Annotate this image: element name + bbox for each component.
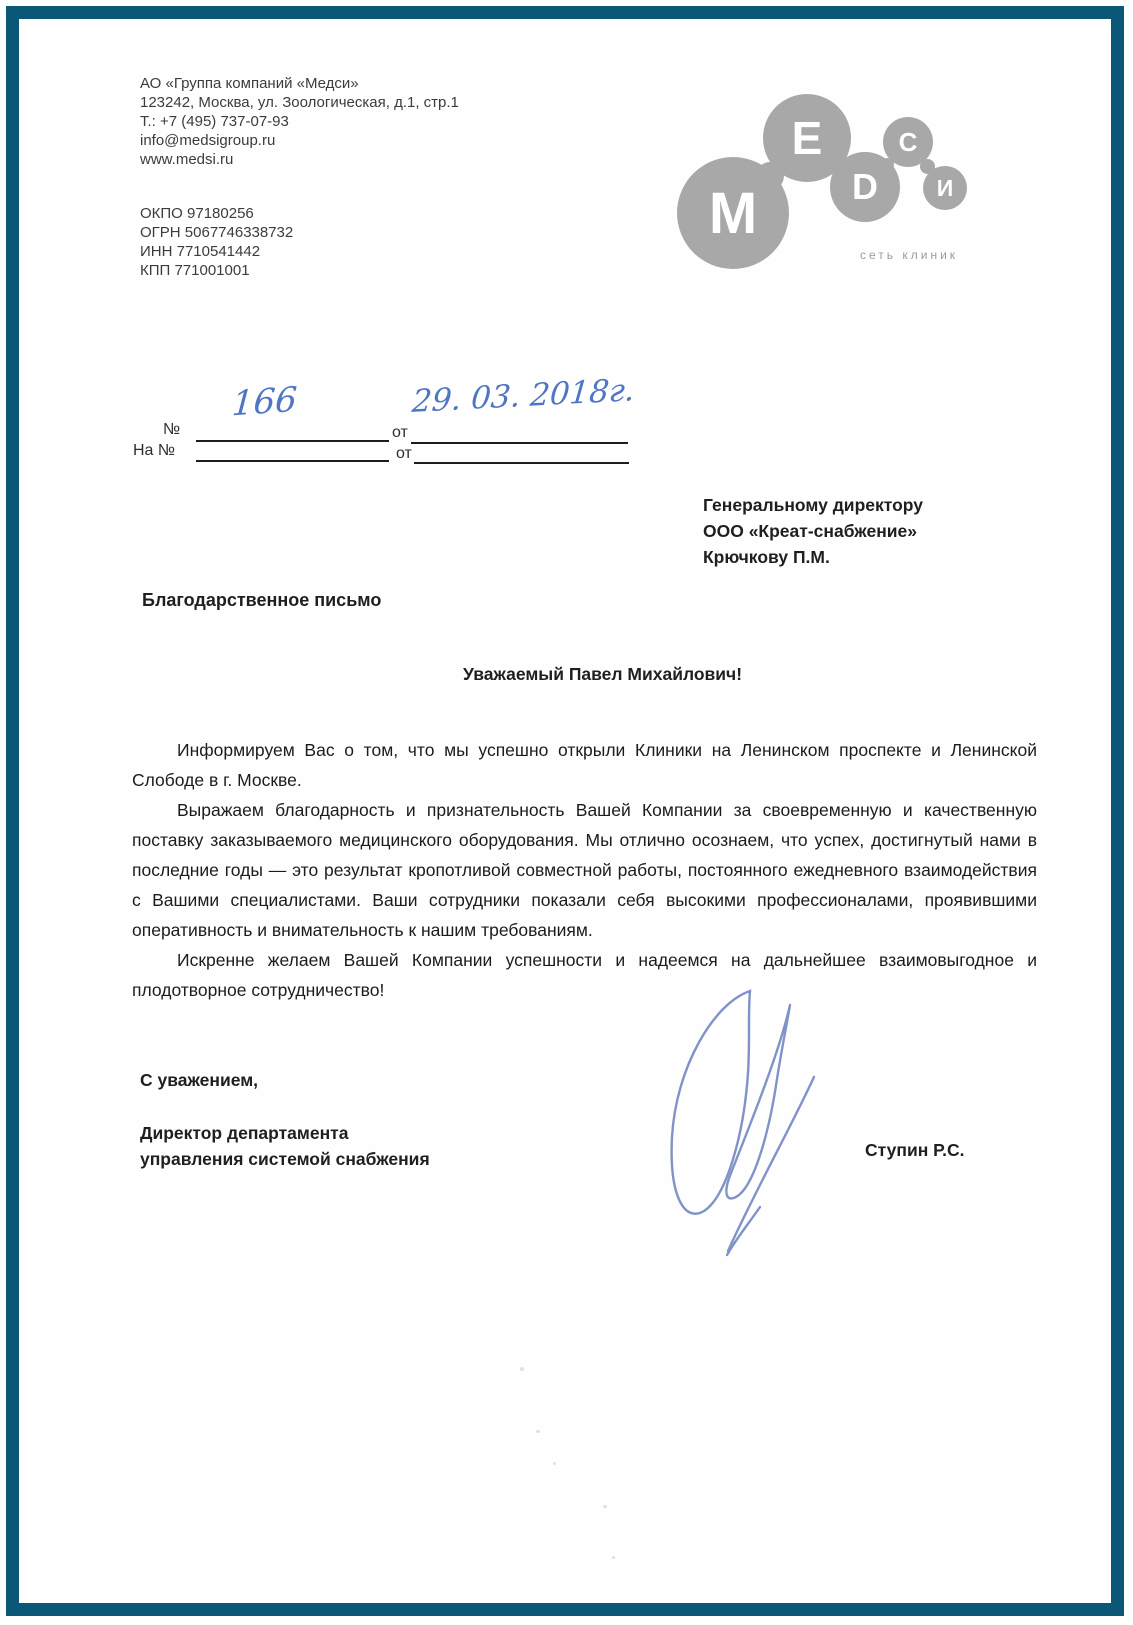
handwritten-letter-date: 29. 03. 2018г. — [410, 372, 637, 420]
logo-letter-circle-e: Е — [763, 94, 851, 182]
sender-requisites-block — [140, 204, 293, 280]
medsi-logo — [645, 78, 990, 278]
addressee-person: Крючкову П.М. — [703, 547, 830, 567]
handwritten-signature — [628, 955, 838, 1265]
ref-date-label: от — [392, 424, 408, 441]
ref-date-line — [411, 442, 628, 444]
sender-kpp: КПП 771001001 — [140, 262, 250, 279]
ref-number-line — [196, 440, 389, 442]
document-type-title: Благодарственное письмо — [142, 590, 382, 610]
scan-speck — [603, 1505, 607, 1508]
sender-okpo: ОКПО 97180256 — [140, 205, 254, 222]
addressee-company: ООО «Креат-снабжение» — [703, 521, 917, 541]
body-paragraph-1: Информируем Вас о том, что мы успешно открыли Клиники на Ленинском проспекте и Ленинской Слободе в г. Москве. — [132, 740, 1037, 790]
signer-name: Ступин Р.С. — [865, 1140, 965, 1160]
scan-speck — [553, 1462, 556, 1465]
addressee-position: Генеральному директору — [703, 495, 923, 515]
ref-number-label: № — [163, 421, 181, 438]
letter-body — [132, 735, 1037, 1005]
handwritten-letter-number: 166 — [230, 379, 299, 425]
closing-phrase: С уважением, — [140, 1070, 259, 1090]
sender-address: 123242, Москва, ул. Зоологическая, д.1, стр.1 — [140, 94, 459, 111]
sender-company-name: АО «Группа компаний «Медси» — [140, 75, 359, 92]
logo-letter-circle-m: М — [677, 157, 789, 269]
signer-title-line-2: управления системой снабжения — [140, 1149, 430, 1169]
scan-speck — [520, 1367, 524, 1371]
sender-phone: Т.: +7 (495) 737-07-93 — [140, 113, 289, 130]
logo-letter-circle-i: И — [923, 166, 967, 210]
ref-reply-number-line — [196, 460, 389, 462]
logo-letter-circle-s: С — [883, 117, 933, 167]
logo-tagline: сеть клиник — [860, 248, 959, 262]
body-paragraph-2: Выражаем благодарность и признательность Вашей Компании за своевременную и качественную поставку заказываемого медицинского оборудования. Мы отлично осознаем, что успех, достигнутый нами в последние годы — это результат кропотливой совместной работы, постоянного ежедневного взаимодействия с Вашими специалистами. Ваши сотрудники показали себя высокими профессионалами, проявившими оперативность и внимательность к нашим требованиям. — [132, 800, 1037, 940]
ref-reply-label: На № — [133, 442, 176, 459]
addressee-block — [703, 492, 923, 570]
scan-speck — [536, 1430, 540, 1433]
sender-contact-block — [140, 74, 459, 169]
logo-letter-circle-d: D — [830, 152, 900, 222]
sender-website: www.medsi.ru — [140, 151, 234, 168]
signer-title-block — [140, 1120, 430, 1172]
salutation: Уважаемый Павел Михайлович! — [463, 664, 743, 684]
scan-speck — [612, 1556, 615, 1559]
ref-reply-date-label: от — [396, 445, 412, 462]
sender-inn: ИНН 7710541442 — [140, 243, 261, 260]
signer-title-line-1: Директор департамента — [140, 1123, 349, 1143]
sender-email: info@medsigroup.ru — [140, 132, 276, 149]
body-paragraph-3: Искренне желаем Вашей Компании успешности и надеемся на дальнейшее взаимовыгодное и плодотворное сотрудничество! — [132, 950, 1037, 1000]
sender-ogrn: ОГРН 5067746338732 — [140, 224, 294, 241]
ref-reply-date-line — [414, 462, 629, 464]
